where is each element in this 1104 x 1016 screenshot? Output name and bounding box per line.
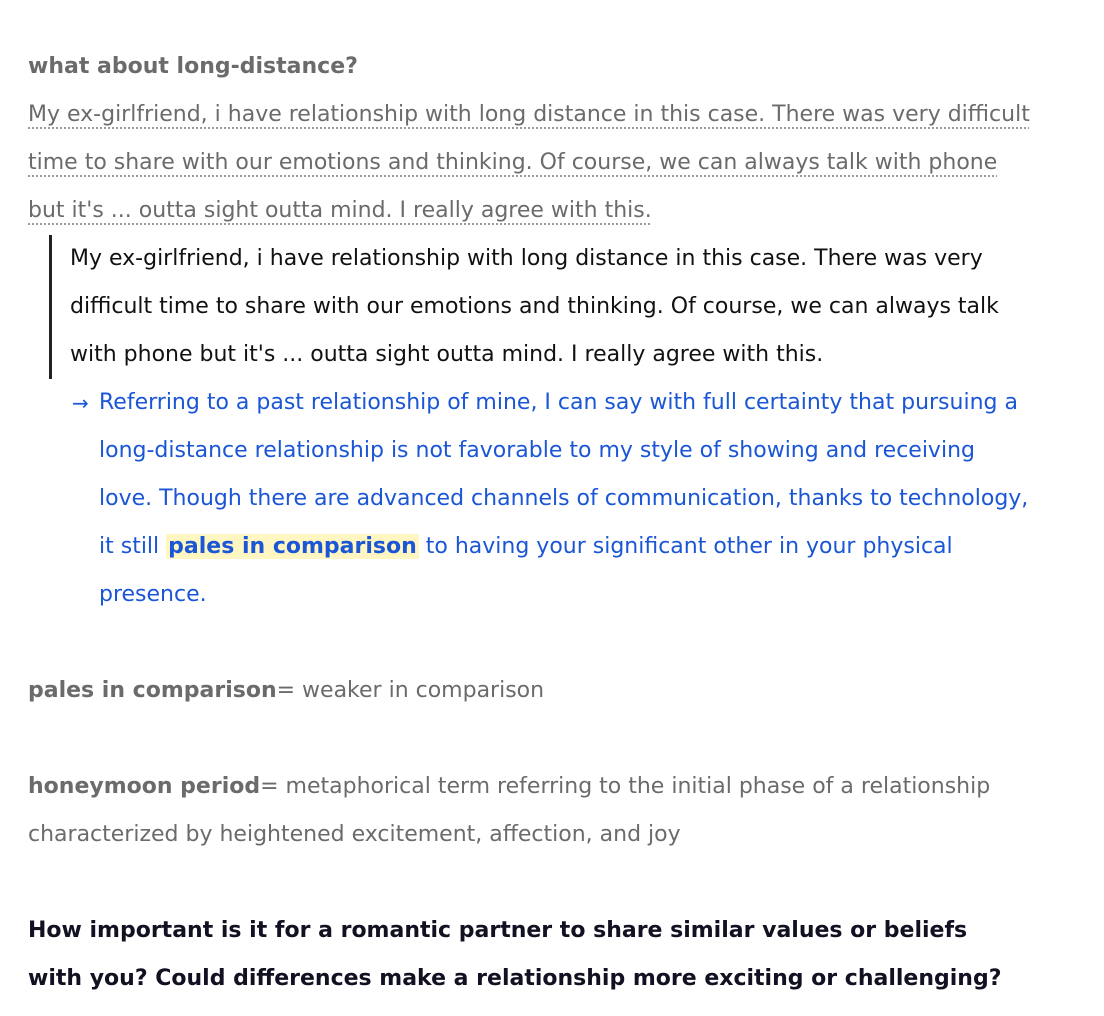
definition-meaning: = metaphorical term referring to the initial phase of a relationship characterized by heightened excitement, affection, and joy — [28, 774, 991, 847]
highlighted-phrase: pales in comparison — [168, 534, 417, 559]
definition-meaning: = weaker in comparison — [276, 678, 545, 703]
correction-text-before: Referring to a past relationship of mine, I can say with full certainty that pursuing a long-distance relationship is not favorable to my style of showing and receiving love. Though there are advanced channels of communication, thanks to technology, it still — [99, 390, 1029, 559]
spacer — [28, 619, 1088, 667]
definition-honeymoon-period — [28, 763, 1028, 859]
original-answer-text: My ex-girlfriend, i have relationship with long distance in this case. There was very difficult time to share with our emotions and thinking. Of course, we can always talk with phone but it's ... outta sight outta mind. I really agree with this. — [28, 102, 1030, 223]
correction-text-after: to having your significant other in your physical presence. — [99, 534, 953, 607]
definition-term: pales in comparison — [28, 678, 277, 703]
spacer — [28, 859, 1088, 907]
arrow-right-icon: → — [72, 391, 89, 415]
question-shared-values: How important is it for a romantic partner to share similar values or beliefs with you? Could differences make a relationship more exciting or challenging? — [28, 918, 1002, 991]
definition-term: honeymoon period — [28, 774, 261, 799]
spacer — [28, 715, 1088, 763]
original-answer — [28, 91, 1033, 235]
corrected-answer — [72, 379, 1029, 619]
conversation-document — [28, 43, 1088, 1003]
definition-pales-in-comparison — [28, 667, 1028, 715]
question-long-distance: what about long-distance? — [28, 54, 358, 79]
quoted-answer: My ex-girlfriend, i have relationship with long distance in this case. There was very difficult time to share with our emotions and thinking. Of course, we can always talk with phone but it's ... outta sight outta mind. I really agree with this. — [49, 235, 1030, 379]
